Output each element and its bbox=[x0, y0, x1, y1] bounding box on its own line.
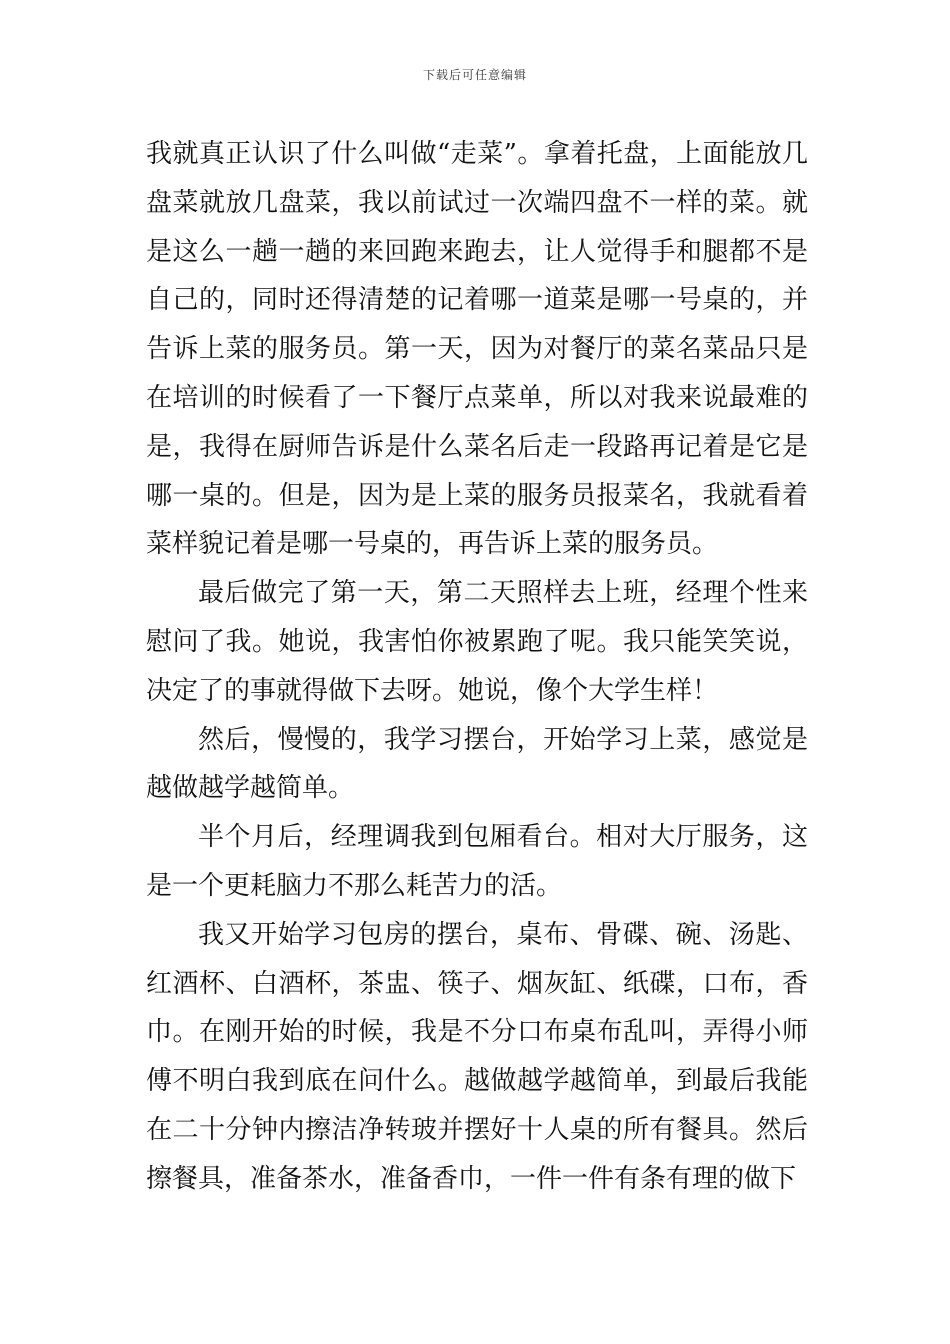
document-body bbox=[146, 130, 808, 1204]
paragraph: 最后做完了第一天，第二天照样去上班，经理个性来慰问了我。她说，我害怕你被累跑了呢。我只能笑笑说，决定了的事就得做下去呀。她说，像个大学生样！ bbox=[146, 578, 808, 706]
paragraph: 我就真正认识了什么叫做“走菜”。拿着托盘，上面能放几盘菜就放几盘菜，我以前试过一次端四盘不一样的菜。就是这么一趟一趟的来回跑来跑去，让人觉得手和腿都不是自己的，同时还得清楚的记着哪一道菜是哪一号桌的，并告诉上菜的服务员。第一天，因为对餐厅的菜名菜品只是在培训的时候看了一下餐厅点菜单，所以对我来说最难的是，我得在厨师告诉是什么菜名后走一段路再记着是它是哪一桌的。但是，因为是上菜的服务员报菜名，我就看着菜样貌记着是哪一号桌的，再告诉上菜的服务员。 bbox=[146, 139, 808, 560]
page-header: 下载后可任意编辑 bbox=[422, 68, 527, 82]
paragraph: 半个月后，经理调我到包厢看台。相对大厅服务，这是一个更耗脑力不那么耗苦力的活。 bbox=[146, 822, 808, 901]
paragraph: 我又开始学习包房的摆台，桌布、骨碟、碗、汤匙、红酒杯、白酒杯，茶盅、筷子、烟灰缸、纸碟，口布，香巾。在刚开始的时候，我是不分口布桌布乱叫，弄得小师傅不明白我到底在问什么。越做越学越简单，到最后我能在二十分钟内擦洁净转玻并摆好十人桌的所有餐具。然后擦餐具，准备茶水，准备香巾，一件一件有条有理的做下 bbox=[146, 919, 808, 1194]
paragraph: 然后，慢慢的，我学习摆台，开始学习上菜，感觉是越做越学越简单。 bbox=[146, 724, 808, 804]
